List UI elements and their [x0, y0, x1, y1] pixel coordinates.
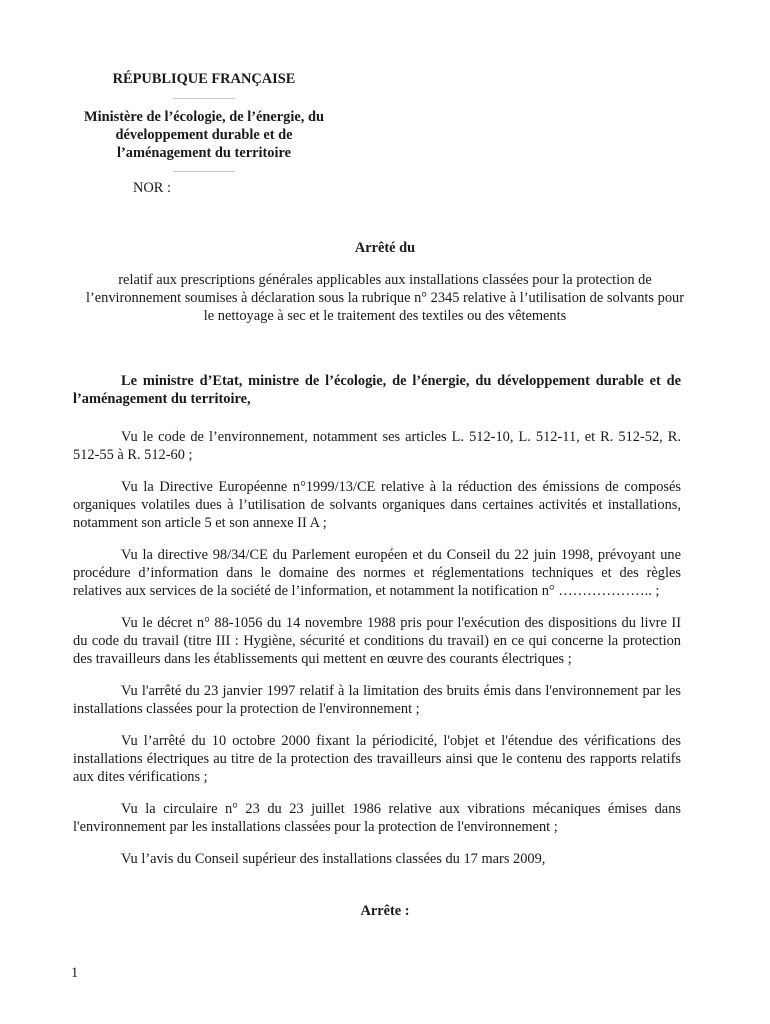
document-title: Arrêté du	[354, 240, 416, 256]
consideration-paragraph: Vu l'arrêté du 23 janvier 1997 relatif à la limitation des bruits émis dans l'environnement par les installations classées pour la protection de l'environnement ;	[73, 683, 681, 717]
consideration-paragraph: Vu la directive 98/34/CE du Parlement européen et du Conseil du 22 juin 1998, prévoyant une procédure d’information dans le domaine des normes et réglementations techniques et des règles relatives aux services de la société de l’information, et notamment la notification n° ……………….. ;	[73, 547, 681, 599]
decision-heading: Arrête :	[360, 903, 410, 919]
consideration-paragraph: Vu la circulaire n° 23 du 23 juillet 1986 relative aux vibrations mécaniques émises dans l'environnement par les installations classées pour la protection de l'environnement ;	[73, 801, 681, 835]
nor-label: NOR :	[133, 180, 171, 196]
consideration-paragraph: Vu la Directive Européenne n°1999/13/CE relative à la réduction des émissions de composés organiques volatiles dues à l’utilisation de solvants organiques dans certaines activités et installations, notamment son article 5 et son annexe II A ;	[73, 479, 681, 531]
header-divider	[173, 98, 235, 99]
header-divider	[173, 171, 235, 172]
republic-heading: RÉPUBLIQUE FRANÇAISE	[112, 71, 296, 87]
consideration-paragraph: Vu l’avis du Conseil supérieur des installations classées du 17 mars 2009,	[121, 851, 546, 867]
consideration-paragraph: Vu l’arrêté du 10 octobre 2000 fixant la périodicité, l'objet et l'étendue des vérifications des installations électriques au titre de la protection des travailleurs ainsi que le contenu des rapports relatifs aux dites vérifications ;	[73, 733, 681, 785]
page-number: 1	[71, 965, 79, 981]
minister-statement: Le ministre d’Etat, ministre de l’écologie, de l’énergie, du développement durable et de l’aménagement du territoire,	[73, 373, 681, 407]
document-subject: relatif aux prescriptions générales applicables aux installations classées pour la protection de l’environnement soumises à déclaration sous la rubrique n° 2345 relative à l’utilisation de solvants pour le nettoyage à sec et le traitement des textiles ou des vêtements	[85, 272, 685, 324]
consideration-paragraph: Vu le code de l’environnement, notamment ses articles L. 512-10, L. 512-11, et R. 512-52, R. 512-55 à R. 512-60 ;	[73, 429, 681, 463]
letterhead	[70, 70, 338, 172]
document-body	[73, 372, 681, 882]
consideration-paragraph: Vu le décret n° 88-1056 du 14 novembre 1988 pris pour l'exécution des dispositions du livre II du code du travail (titre III : Hygiène, sécurité et conditions du travail) en ce qui concerne la protection des travailleurs dans les établissements qui mettent en œuvre des courants électriques ;	[73, 615, 681, 667]
ministry-heading: Ministère de l’écologie, de l’énergie, du développement durable et de l’aménagement du territoire	[84, 109, 324, 161]
